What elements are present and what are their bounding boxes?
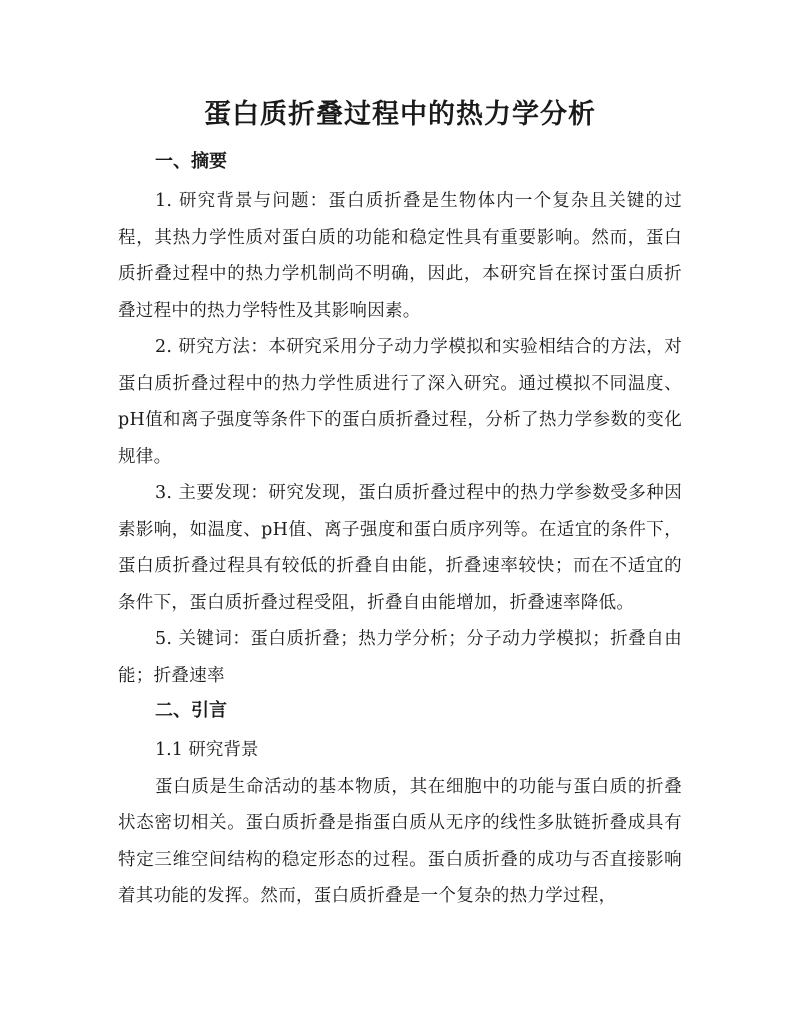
- abstract-item-findings: 3. 主要发现：研究发现，蛋白质折叠过程中的热力学参数受多种因素影响，如温度、pH值、离子强度和蛋白质序列等。在适宜的条件下，蛋白质折叠过程具有较低的折叠自由能，折叠速率较快；而在不适宜的条件下，蛋白质折叠过程受阻，折叠自由能增加，折叠速率降低。: [118, 483, 682, 613]
- abstract-item-keywords: 5. 关键词：蛋白质折叠；热力学分析；分子动力学模拟；折叠自由能；折叠速率: [118, 629, 682, 686]
- document-title: 蛋白质折叠过程中的热力学分析: [204, 99, 596, 130]
- introduction-paragraph: 蛋白质是生命活动的基本物质，其在细胞中的功能与蛋白质的折叠状态密切相关。蛋白质折叠是指蛋白质从无序的线性多肽链折叠成具有特定三维空间结构的稳定形态的过程。蛋白质折叠的成功与否直接影响着其功能的发挥。然而，蛋白质折叠是一个复杂的热力学过程，: [118, 776, 682, 906]
- abstract-item-background: 1. 研究背景与问题：蛋白质折叠是生物体内一个复杂且关键的过程，其热力学性质对蛋白质的功能和稳定性具有重要影响。然而，蛋白质折叠过程中的热力学机制尚不明确，因此，本研究旨在探讨蛋白质折叠过程中的热力学特性及其影响因素。: [118, 191, 682, 321]
- section-heading-abstract: 一、摘要: [155, 151, 227, 172]
- subsection-heading-background: 1.1 研究背景: [155, 740, 259, 760]
- document-body: [118, 147, 682, 915]
- abstract-item-method: 2. 研究方法：本研究采用分子动力学模拟和实验相结合的方法，对蛋白质折叠过程中的热力学性质进行了深入研究。通过模拟不同温度、pH值和离子强度等条件下的蛋白质折叠过程，分析了热力学参数的变化规律。: [118, 337, 682, 467]
- section-heading-introduction: 二、引言: [155, 700, 227, 721]
